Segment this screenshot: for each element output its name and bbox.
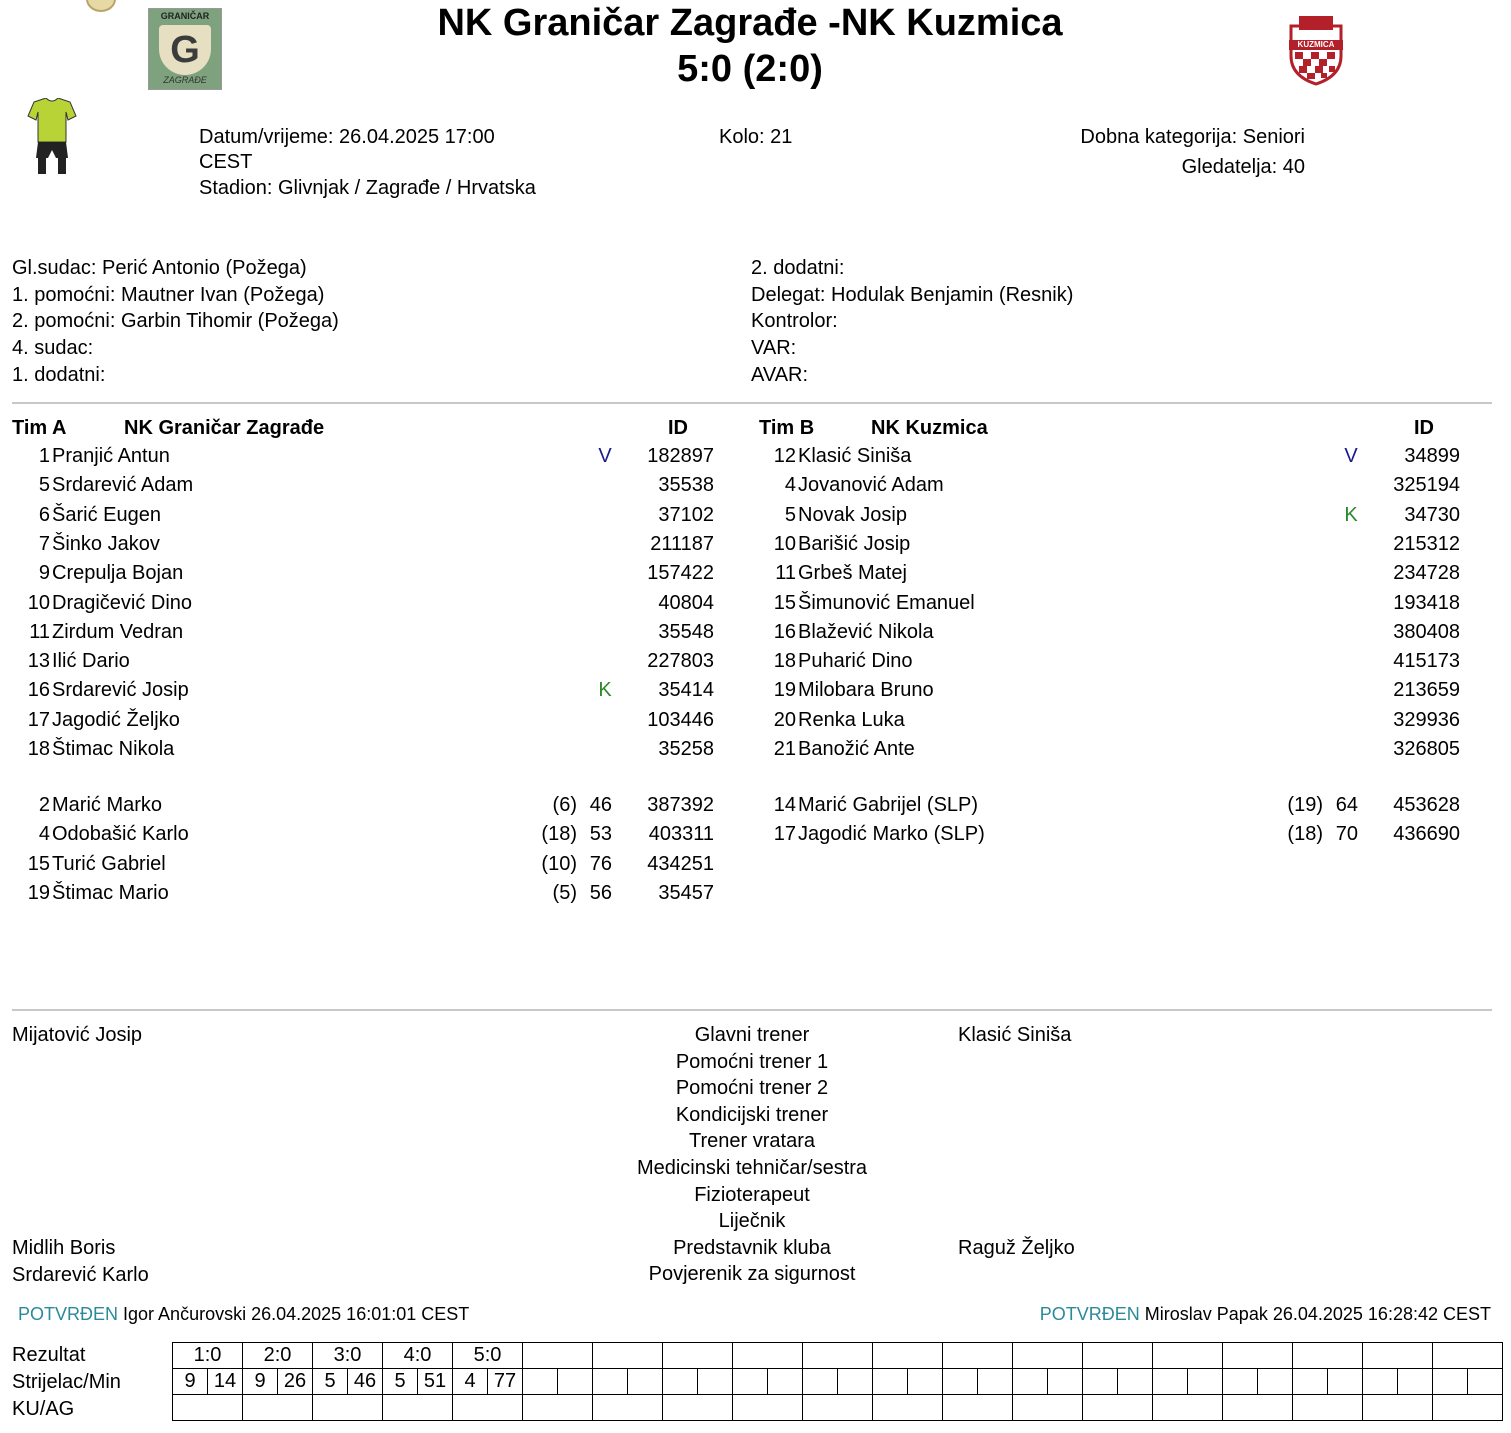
grid-result-cell	[1293, 1343, 1363, 1369]
sub-minute: 56	[589, 881, 612, 904]
grid-minute-cell	[1328, 1369, 1363, 1395]
player-row	[0, 647, 1511, 676]
player-id: 234728	[1393, 562, 1460, 585]
small-emblem-icon	[86, 0, 116, 12]
age-category: Dobna kategorija: Seniori	[1080, 126, 1305, 148]
away-team-logo	[1285, 12, 1347, 86]
grid-cards-cell	[803, 1395, 873, 1421]
player-id: 35538	[658, 474, 714, 497]
round-info: Kolo: 21	[719, 126, 793, 148]
player-number: 11	[29, 620, 50, 643]
grid-scorer-cell	[593, 1369, 628, 1395]
grid-minute-cell	[558, 1369, 593, 1395]
sub-row	[0, 791, 1511, 820]
player-row	[0, 530, 1511, 559]
grid-scorer-cell: 5	[383, 1369, 418, 1395]
official-main-referee: Gl.sudac: Perić Antonio (Požega)	[12, 257, 307, 279]
player-id: 34899	[1404, 445, 1460, 467]
sub-number: 4	[38, 823, 50, 846]
sub-row	[0, 879, 750, 908]
grid-minute-cell: 77	[488, 1369, 523, 1395]
role-security: Povjerenik za sigurnost	[648, 1263, 856, 1286]
player-role-mark: V	[598, 445, 612, 467]
player-number: 4	[784, 474, 796, 497]
away-team-title: NK Kuzmica	[840, 2, 1063, 44]
player-name: Barišić Josip	[798, 532, 911, 555]
sub-number: 17	[773, 823, 796, 846]
grid-result-cell	[733, 1343, 803, 1369]
player-number: 1	[38, 445, 50, 467]
grid-result-cell	[663, 1343, 733, 1369]
player-name: Zirdum Vedran	[52, 620, 184, 643]
away-club-rep: Raguž Željko	[958, 1237, 1075, 1259]
sub-row	[0, 820, 1511, 849]
sub-id: 403311	[648, 823, 714, 846]
player-id: 35414	[658, 679, 714, 702]
sub-row	[0, 850, 750, 879]
role-physio: Fizioterapeut	[694, 1183, 810, 1206]
grid-result-cell	[1363, 1343, 1433, 1369]
grid-scorer-cell	[1363, 1369, 1398, 1395]
player-id: 35258	[658, 738, 714, 760]
grid-scorer-cell	[803, 1369, 838, 1395]
grid-minute-cell	[908, 1369, 943, 1395]
grid-cards-cell	[243, 1395, 313, 1421]
grid-result-cell	[1013, 1343, 1083, 1369]
grid-result-cell: 2:0	[243, 1343, 313, 1369]
score-grid	[172, 1342, 1503, 1421]
sub-id: 387392	[647, 794, 714, 816]
player-name: Milobara Bruno	[798, 679, 934, 702]
stadium-info: Stadion: Glivnjak / Zagrađe / Hrvatska	[199, 177, 536, 199]
sub-name: Marić Marko	[52, 794, 163, 816]
home-confirmation	[18, 1302, 469, 1326]
player-name: Pranjić Antun	[52, 445, 170, 467]
grid-result-cell	[523, 1343, 593, 1369]
player-name: Jovanović Adam	[798, 474, 944, 497]
grid-cards-cell	[313, 1395, 383, 1421]
player-row	[0, 735, 1511, 764]
role-doctor: Liječnik	[718, 1210, 786, 1233]
team-a-label: Tim A	[12, 417, 67, 439]
player-name: Ilić Dario	[52, 650, 130, 673]
team-a-name: NK Graničar Zagrađe	[124, 417, 325, 439]
role-club-rep: Predstavnik kluba	[673, 1236, 831, 1259]
grid-cards-cell	[873, 1395, 943, 1421]
official-additional-1: 1. dodatni:	[12, 363, 106, 386]
home-logo-text-bottom: ZAGRAĐE	[163, 75, 207, 85]
sub-minute: 70	[1335, 823, 1358, 846]
datetime-line2: CEST	[199, 151, 253, 173]
grid-scorer-cell	[1153, 1369, 1188, 1395]
team-b-id-header: ID	[1414, 417, 1434, 439]
role-assistant-coach-1: Pomoćni trener 1	[675, 1050, 829, 1073]
player-id: 215312	[1393, 532, 1460, 555]
grid-cards-cell	[593, 1395, 663, 1421]
grid-scorer-cell	[1013, 1369, 1048, 1395]
player-id: 157422	[647, 562, 714, 585]
grid-cards-cell	[1013, 1395, 1083, 1421]
player-name: Banožić Ante	[798, 738, 915, 760]
grid-result-cell: 5:0	[453, 1343, 523, 1369]
player-id: 211187	[650, 532, 714, 555]
player-role-mark: K	[598, 679, 612, 702]
grid-scorer-cell: 4	[453, 1369, 488, 1395]
sub-replaced: (19)	[1287, 794, 1323, 816]
player-number: 15	[773, 591, 796, 614]
grid-cards-cell	[1293, 1395, 1363, 1421]
player-name: Štimac Nikola	[52, 738, 175, 760]
grid-cards-cell	[1153, 1395, 1223, 1421]
official-controller: Kontrolor:	[751, 310, 838, 333]
sub-name: Odobašić Karlo	[52, 823, 189, 846]
official-var: VAR:	[751, 337, 797, 360]
role-goalkeeper-coach: Trener vratara	[689, 1130, 815, 1153]
sub-id: 453628	[1393, 794, 1460, 816]
player-row	[0, 442, 1511, 471]
player-name: Blažević Nikola	[798, 620, 934, 643]
player-number: 11	[775, 562, 796, 585]
player-name: Grbeš Matej	[798, 562, 907, 585]
grid-scorer-cell: 9	[243, 1369, 278, 1395]
home-security: Srdarević Karlo	[12, 1264, 149, 1286]
sub-number: 15	[27, 852, 50, 875]
grid-result-cell: 1:0	[173, 1343, 243, 1369]
title-separator: -	[828, 2, 841, 44]
player-name: Srdarević Josip	[52, 679, 189, 702]
player-name: Srdarević Adam	[52, 474, 194, 497]
official-additional-2: 2. dodatni:	[751, 257, 845, 279]
divider-top	[12, 402, 1492, 404]
grid-minute-cell: 26	[278, 1369, 313, 1395]
grid-minute-cell	[1048, 1369, 1083, 1395]
role-head-coach: Glavni trener	[694, 1024, 810, 1046]
player-name: Renka Luka	[798, 708, 905, 731]
player-id: 40804	[658, 591, 714, 614]
staff-roles	[600, 1022, 904, 1288]
player-number: 5	[784, 503, 796, 526]
player-name: Puharić Dino	[798, 650, 913, 673]
player-row	[0, 501, 1511, 530]
player-name: Šarić Eugen	[52, 503, 161, 526]
grid-minute-cell	[1188, 1369, 1223, 1395]
grid-result-cell	[1083, 1343, 1153, 1369]
player-row	[0, 471, 1511, 500]
player-number: 20	[773, 708, 796, 731]
player-row	[0, 618, 1511, 647]
home-logo-text-top: GRANIČAR	[160, 11, 210, 21]
player-number: 13	[27, 650, 50, 673]
home-logo-letter: G	[170, 29, 200, 71]
player-id: 329936	[1393, 708, 1460, 731]
sub-id: 434251	[647, 852, 714, 875]
grid-result-cell	[593, 1343, 663, 1369]
divider-bottom	[12, 1009, 1492, 1011]
official-assistant-1: 1. pomoćni: Mautner Ivan (Požega)	[12, 283, 325, 306]
player-name: Crepulja Bojan	[52, 562, 184, 585]
grid-minute-cell	[1258, 1369, 1293, 1395]
grid-scorer-cell: 9	[173, 1369, 208, 1395]
player-number: 18	[27, 738, 50, 760]
grid-row-result	[173, 1343, 1503, 1369]
sub-number: 19	[27, 881, 50, 904]
datetime-line1: Datum/vrijeme: 26.04.2025 17:00	[199, 126, 495, 148]
player-number: 16	[773, 620, 796, 643]
grid-minute-cell: 51	[418, 1369, 453, 1395]
grid-cards-cell	[943, 1395, 1013, 1421]
grid-row-cards	[173, 1395, 1503, 1421]
match-score: 5:0 (2:0)	[677, 48, 823, 90]
grid-result-cell: 3:0	[313, 1343, 383, 1369]
player-id: 326805	[1393, 738, 1460, 760]
player-id: 227803	[647, 650, 714, 673]
player-row	[0, 706, 1511, 735]
player-number: 7	[38, 532, 50, 555]
grid-cards-cell	[383, 1395, 453, 1421]
grid-minute-cell	[628, 1369, 663, 1395]
grid-scorer-cell	[733, 1369, 768, 1395]
sub-minute: 53	[589, 823, 612, 846]
grid-minute-cell	[768, 1369, 803, 1395]
match-title	[300, 2, 1200, 45]
home-confirm-text: Igor Ančurovski 26.04.2025 16:01:01 CEST	[123, 1304, 470, 1324]
player-id: 380408	[1393, 620, 1460, 643]
grid-cards-cell	[173, 1395, 243, 1421]
player-name: Novak Josip	[798, 503, 907, 526]
home-logo-shield	[159, 25, 211, 75]
home-confirm-status: POTVRĐEN	[18, 1304, 119, 1324]
player-name: Jagodić Željko	[52, 708, 180, 731]
player-number: 17	[27, 708, 50, 731]
player-id: 37102	[658, 503, 714, 526]
role-fitness-coach: Kondicijski trener	[675, 1103, 829, 1126]
grid-minute-cell: 14	[208, 1369, 243, 1395]
grid-cards-cell	[1083, 1395, 1153, 1421]
officials-right	[751, 255, 1073, 388]
sub-replaced: (18)	[541, 823, 577, 846]
official-avar: AVAR:	[751, 363, 809, 386]
player-id: 193418	[1393, 591, 1460, 614]
grid-cards-cell	[1363, 1395, 1433, 1421]
grid-scorer-cell	[873, 1369, 908, 1395]
sub-name: Marić Gabrijel (SLP)	[798, 794, 979, 816]
grid-scorer-cell	[1433, 1369, 1468, 1395]
role-medical-tech: Medicinski tehničar/sestra	[636, 1156, 868, 1179]
player-row	[0, 559, 1511, 588]
grid-cards-cell	[1223, 1395, 1293, 1421]
player-number: 6	[38, 503, 50, 526]
player-number: 10	[773, 532, 796, 555]
grid-result-cell	[1433, 1343, 1503, 1369]
grid-minute-cell	[698, 1369, 733, 1395]
grid-scorer-cell	[1223, 1369, 1258, 1395]
player-number: 16	[27, 679, 50, 702]
team-b-name: NK Kuzmica	[871, 417, 988, 439]
away-confirm-text: Miroslav Papak 26.04.2025 16:28:42 CEST	[1144, 1304, 1491, 1324]
grid-minute-cell	[1398, 1369, 1433, 1395]
official-fourth: 4. sudac:	[12, 337, 94, 360]
grid-result-cell	[1223, 1343, 1293, 1369]
sub-replaced: (18)	[1287, 823, 1323, 846]
grid-cards-cell	[523, 1395, 593, 1421]
sub-minute: 46	[589, 794, 612, 816]
player-number: 10	[27, 591, 50, 614]
player-role-mark: K	[1344, 503, 1358, 526]
grid-label-scorer: Strijelac/Min	[12, 1371, 121, 1393]
player-id: 213659	[1393, 679, 1460, 702]
player-name: Šimunović Emanuel	[798, 591, 975, 614]
player-row	[0, 676, 1511, 705]
sub-replaced: (5)	[552, 881, 577, 904]
grid-scorer-cell	[523, 1369, 558, 1395]
grid-result-cell	[1153, 1343, 1223, 1369]
sub-name: Štimac Mario	[52, 881, 169, 904]
grid-result-cell	[873, 1343, 943, 1369]
sub-id: 436690	[1393, 823, 1460, 846]
grid-cards-cell	[663, 1395, 733, 1421]
grid-minute-cell	[1118, 1369, 1153, 1395]
player-name: Dragičević Dino	[52, 591, 193, 614]
grid-cards-cell	[1433, 1395, 1503, 1421]
role-assistant-coach-2: Pomoćni trener 2	[675, 1077, 829, 1100]
player-id: 182897	[647, 445, 714, 467]
player-number: 19	[773, 679, 796, 702]
spectators: Gledatelja: 40	[1181, 156, 1305, 178]
player-id: 103446	[647, 708, 714, 731]
away-confirm-status: POTVRĐEN	[1039, 1304, 1140, 1324]
sub-minute: 64	[1335, 794, 1358, 816]
grid-minute-cell: 46	[348, 1369, 383, 1395]
player-name: Klasić Siniša	[798, 445, 912, 467]
grid-scorer-cell	[1083, 1369, 1118, 1395]
sub-replaced: (10)	[541, 852, 577, 875]
player-number: 5	[38, 474, 50, 497]
away-logo-text: KUZMICA	[1297, 40, 1335, 49]
grid-result-cell: 4:0	[383, 1343, 453, 1369]
grid-minute-cell	[838, 1369, 873, 1395]
grid-row-scorer	[173, 1369, 1503, 1395]
player-id: 34730	[1404, 503, 1460, 526]
grid-minute-cell	[978, 1369, 1013, 1395]
grid-result-cell	[943, 1343, 1013, 1369]
player-number: 18	[773, 650, 796, 673]
grid-cards-cell	[733, 1395, 803, 1421]
player-name: Šinko Jakov	[52, 532, 160, 555]
grid-scorer-cell	[663, 1369, 698, 1395]
home-team-title: NK Graničar Zagrađe	[437, 2, 818, 44]
player-id: 415173	[1393, 650, 1460, 673]
grid-result-cell	[803, 1343, 873, 1369]
sub-minute: 76	[589, 852, 612, 875]
grid-scorer-cell: 5	[313, 1369, 348, 1395]
team-b-label: Tim B	[759, 417, 815, 439]
kit-icon	[26, 98, 78, 178]
home-club-rep: Midlih Boris	[12, 1237, 116, 1259]
grid-cards-cell	[453, 1395, 523, 1421]
away-head-coach: Klasić Siniša	[958, 1024, 1072, 1046]
player-number: 9	[38, 562, 50, 585]
away-confirmation	[1040, 1302, 1491, 1326]
player-role-mark: V	[1344, 445, 1358, 467]
player-number: 12	[773, 445, 796, 467]
sub-number: 14	[773, 794, 796, 816]
grid-scorer-cell	[1293, 1369, 1328, 1395]
player-id: 35548	[658, 620, 714, 643]
sub-id: 35457	[658, 881, 714, 904]
official-assistant-2: 2. pomoćni: Garbin Tihomir (Požega)	[12, 310, 339, 333]
sub-name: Turić Gabriel	[52, 852, 166, 875]
grid-label-cards: KU/AG	[12, 1398, 75, 1420]
home-team-logo	[148, 8, 222, 90]
team-a-id-header: ID	[668, 417, 688, 439]
grid-minute-cell	[1468, 1369, 1503, 1395]
grid-scorer-cell	[943, 1369, 978, 1395]
officials-left	[12, 255, 339, 388]
player-id: 325194	[1393, 474, 1460, 497]
player-row	[0, 589, 1511, 618]
player-number: 21	[773, 738, 796, 760]
grid-label-result: Rezultat	[12, 1344, 86, 1366]
sub-replaced: (6)	[552, 794, 577, 816]
official-delegate: Delegat: Hodulak Benjamin (Resnik)	[751, 283, 1074, 306]
home-head-coach: Mijatović Josip	[12, 1024, 143, 1046]
sub-name: Jagodić Marko (SLP)	[798, 823, 985, 846]
sub-number: 2	[38, 794, 50, 816]
